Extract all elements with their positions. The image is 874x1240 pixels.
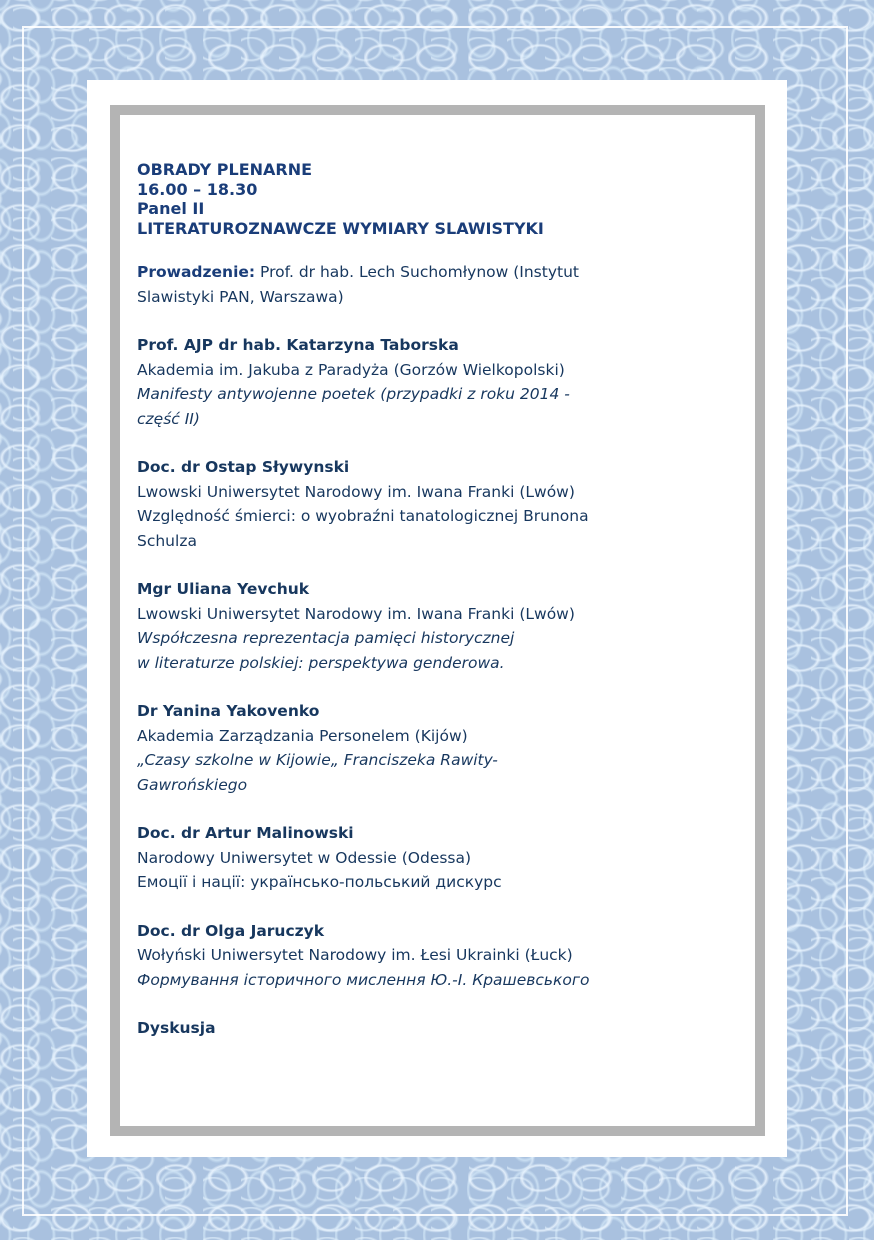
speaker-name: Mgr Uliana Yevchuk — [137, 580, 310, 598]
speaker-affiliation: Lwowski Uniwersytet Narodowy im. Iwana Franki (Lwów) — [137, 482, 575, 501]
speaker-affiliation: Akademia Zarządzania Personelem (Kijów) — [137, 726, 468, 745]
speaker-affiliation: Lwowski Uniwersytet Narodowy im. Iwana Franki (Lwów) — [137, 604, 575, 623]
talk-title: Емоції і нації: українсько-польський дискурс — [137, 873, 502, 891]
speaker-name: Doc. dr Artur Malinowski — [137, 824, 354, 842]
talk-title: Формування історичного мислення Ю.-І. Крашевського — [137, 970, 590, 989]
speaker-5 — [137, 821, 752, 895]
talk-title: Współczesna reprezentacja pamięci historycznej — [137, 629, 515, 647]
chair-label: Prowadzenie: — [137, 263, 256, 281]
discussion-label: Dyskusja — [137, 1019, 216, 1037]
speaker-name: Doc. dr Ostap Sływynski — [137, 458, 350, 476]
speaker-name: Doc. dr Olga Jaruczyk — [137, 921, 325, 940]
speaker-2 — [137, 455, 752, 553]
talk-title-cont: Schulza — [137, 531, 197, 550]
discussion-block — [137, 1016, 752, 1041]
session-time: 16.00 – 18.30 — [137, 179, 258, 199]
talk-title: „Czasy szkolne w Kijowie„ Franciszeka Rawity- — [137, 751, 498, 769]
panel-number: Panel II — [137, 199, 205, 218]
session-title: OBRADY PLENARNE — [137, 160, 313, 179]
talk-title: Manifesty antywojenne poetek (przypadki z roku 2014 - — [137, 385, 570, 403]
talk-title-cont: w literaturze polskiej: perspektywa genderowa. — [137, 653, 505, 672]
chair-block — [137, 260, 752, 309]
session-header — [137, 160, 752, 238]
speaker-affiliation: Narodowy Uniwersytet w Odessie (Odessa) — [137, 848, 472, 867]
panel-title: LITERATUROZNAWCZE WYMIARY SLAWISTYKI — [137, 218, 544, 238]
talk-title: Względność śmierci: o wyobraźni tanatologicznej Brunona — [137, 507, 589, 525]
chair-name: Prof. dr hab. Lech Suchomłynow (Instytut — [255, 263, 579, 281]
speaker-affiliation: Akademia im. Jakuba z Paradyża (Gorzów Wielkopolski) — [137, 360, 565, 379]
speaker-1 — [137, 333, 752, 431]
speaker-6 — [137, 919, 752, 993]
program-content — [137, 160, 752, 1041]
talk-title-cont: część II) — [137, 409, 200, 428]
speaker-3 — [137, 577, 752, 675]
talk-title-cont: Gawrońskiego — [137, 775, 248, 794]
speaker-4 — [137, 699, 752, 797]
chair-institute: Slawistyki PAN, Warszawa) — [137, 287, 344, 306]
speaker-name: Dr Yanina Yakovenko — [137, 702, 320, 720]
speaker-name: Prof. AJP dr hab. Katarzyna Taborska — [137, 336, 459, 354]
speaker-affiliation: Wołyński Uniwersytet Narodowy im. Łesi Ukrainki (Łuck) — [137, 946, 573, 964]
